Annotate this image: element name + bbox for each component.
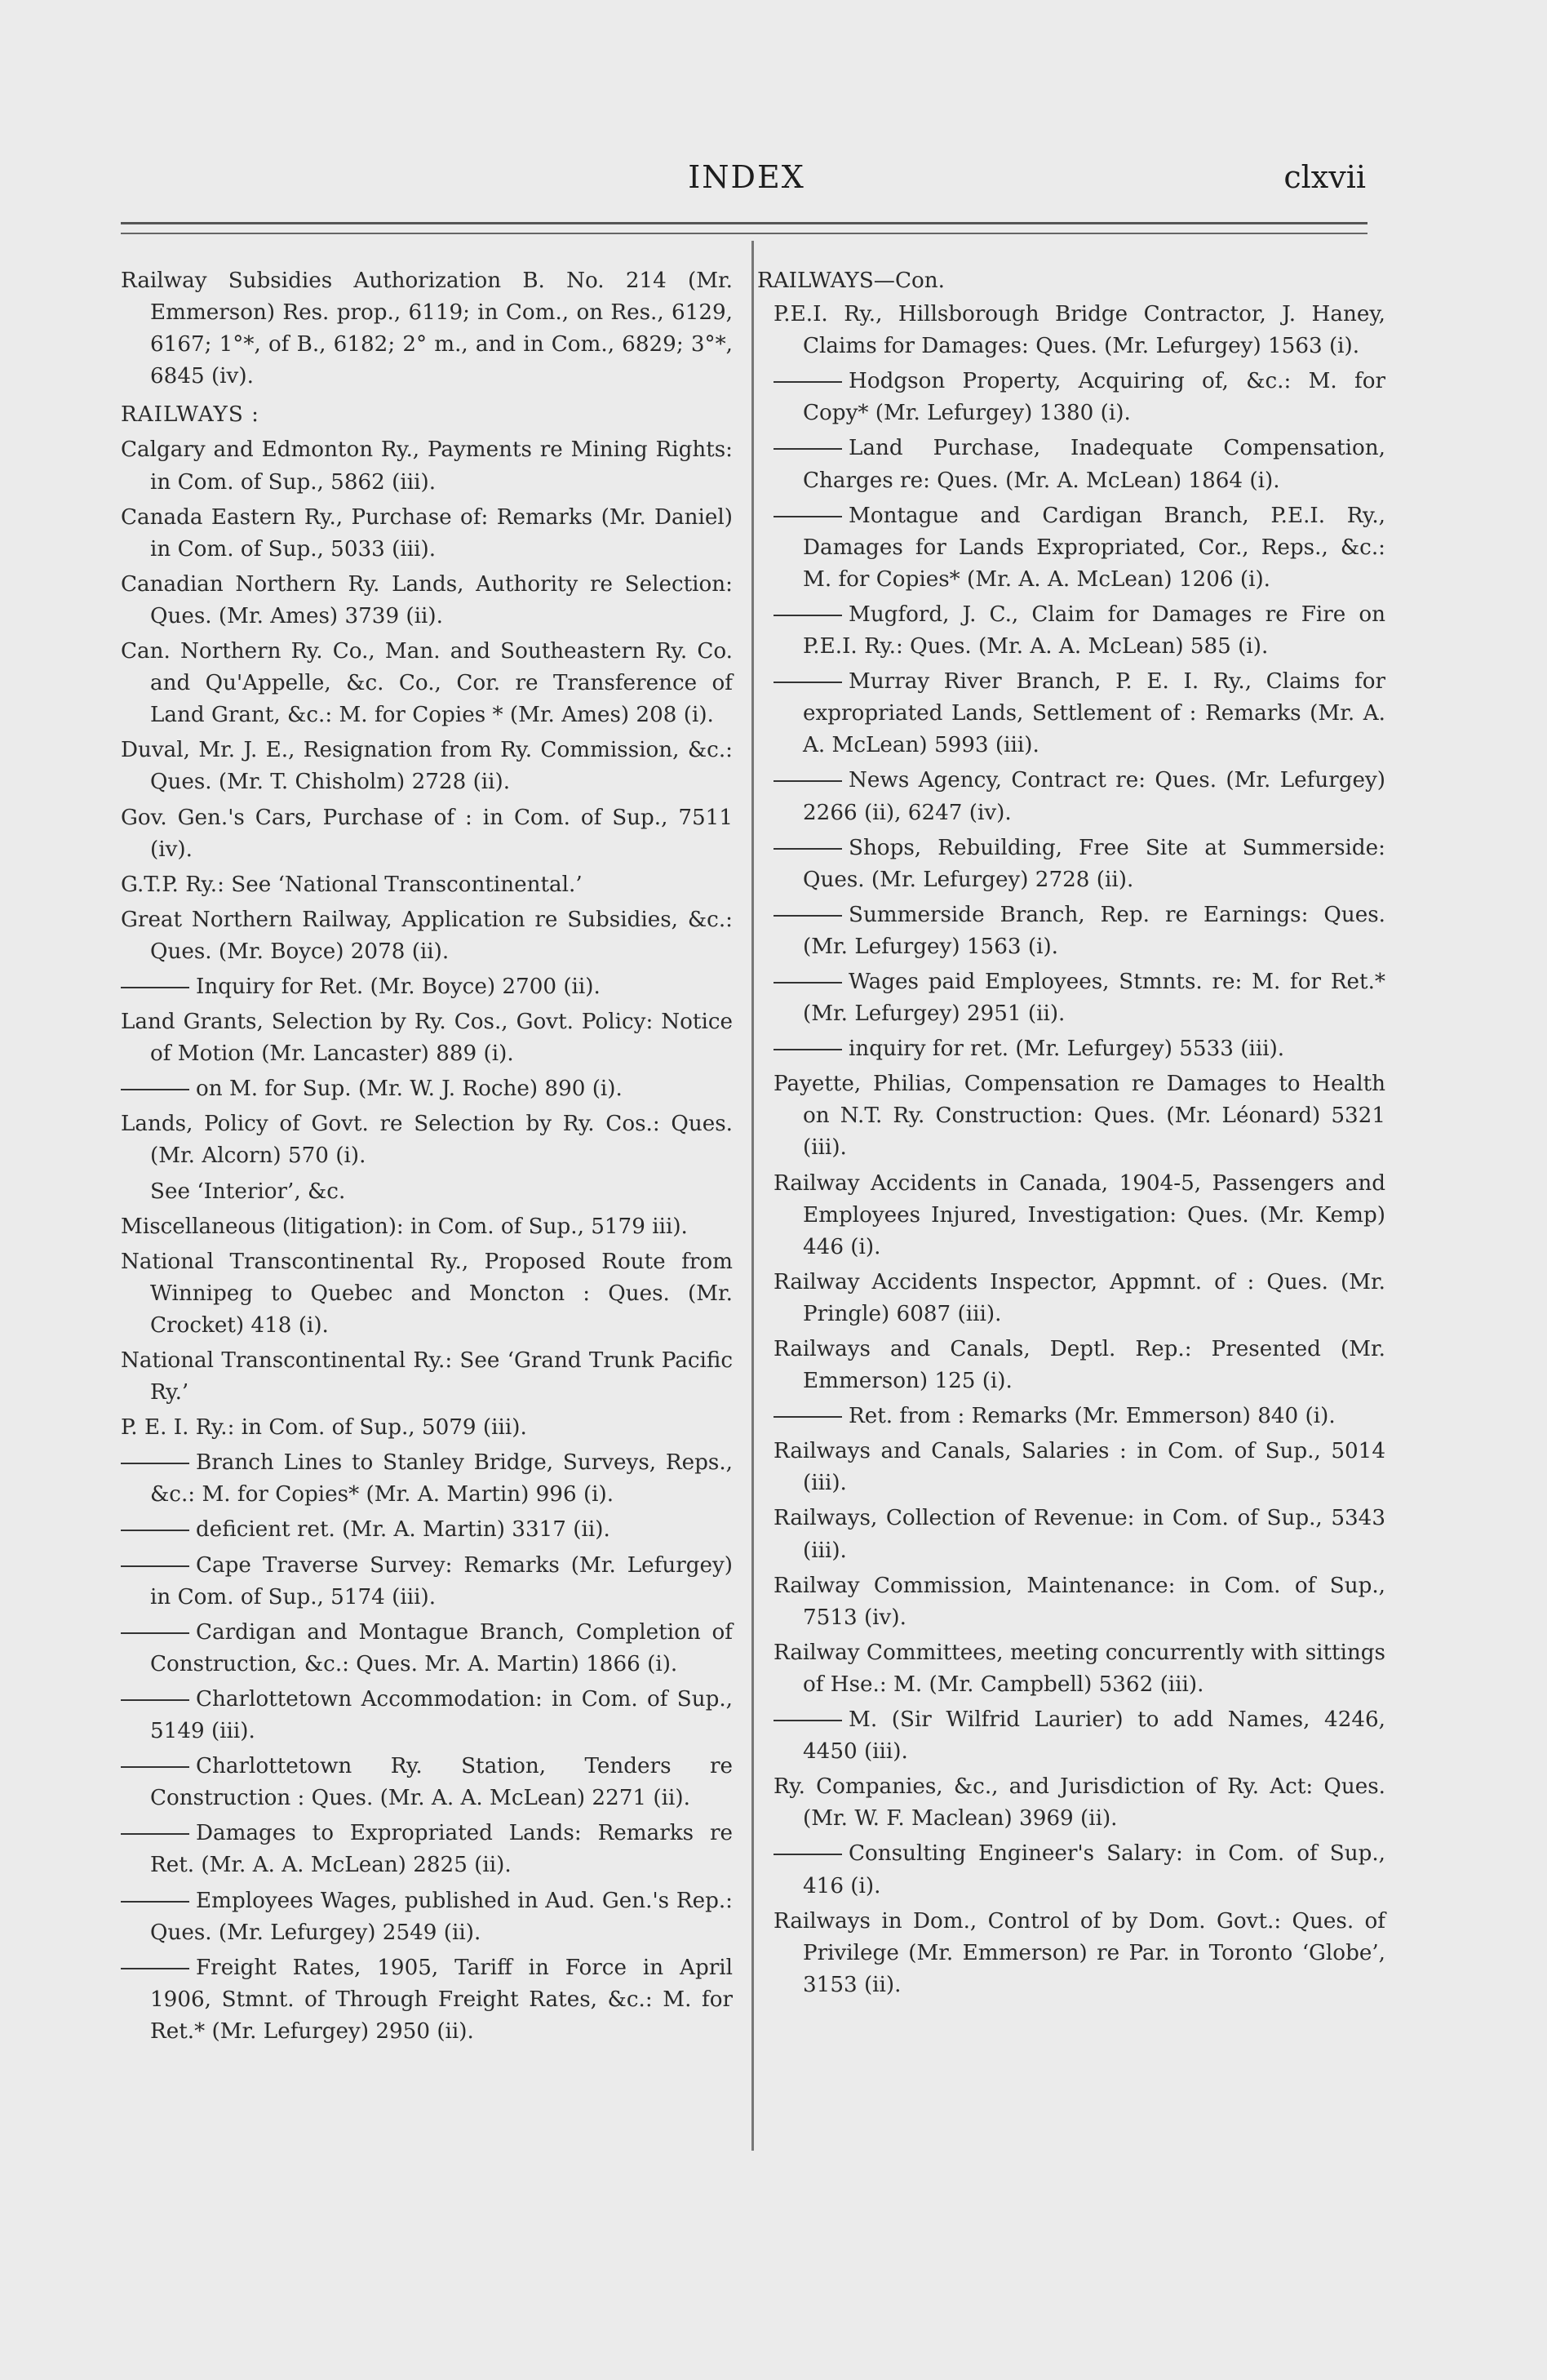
index-entry-text: Railway Accidents Inspector, Appmnt. of : Ques. (Mr. Pringle) 6087 (iii). <box>774 1269 1385 1326</box>
index-entry-text: Charlottetown Ry. Station, Tenders re Construction : Ques. (Mr. A. A. McLean) 2271 (ii). <box>150 1754 733 1811</box>
index-entry-text: Murray River Branch, P. E. I. Ry., Claims for expropriated Lands, Settlement of : Remarks (Mr. A. A. McLean) 5993 (iii). <box>803 669 1385 758</box>
repeat-dash <box>121 1530 189 1531</box>
index-entry <box>774 1068 1385 1164</box>
index-entry <box>121 1211 733 1243</box>
index-entry-text: G.T.P. Ry.: See ‘National Transcontinental.’ <box>121 872 583 897</box>
index-entry <box>774 1267 1385 1330</box>
index-entry <box>774 599 1385 663</box>
index-entry <box>774 433 1385 496</box>
index-entry-text: Great Northern Railway, Application re Subsidies, &c.: Ques. (Mr. Boyce) 2078 (ii). <box>121 907 733 964</box>
index-entry-text: See ‘Interior’, &c. <box>150 1179 346 1204</box>
index-entry-text: Railway Accidents in Canada, 1904-5, Passengers and Employees Injured, Investigation: Ques. (Mr. Kemp) 446 (i). <box>774 1170 1385 1259</box>
index-entry <box>121 1246 733 1342</box>
column-divider <box>751 241 754 2151</box>
section-heading: RAILWAYS : <box>121 402 259 428</box>
index-entry <box>774 1033 1385 1065</box>
repeat-dash <box>121 1766 189 1768</box>
index-entry <box>774 966 1385 1030</box>
index-entry <box>121 1885 733 1949</box>
repeat-dash <box>774 516 842 517</box>
index-entry <box>121 569 733 633</box>
repeat-dash <box>121 1463 189 1464</box>
index-entry-text: inquiry for ret. (Mr. Lefurgey) 5533 (iii). <box>849 1037 1285 1062</box>
repeat-dash <box>121 1833 189 1835</box>
index-entry <box>774 1704 1385 1768</box>
index-entry-text: P. E. I. Ry.: in Com. of Sup., 5079 (iii). <box>121 1415 527 1441</box>
index-entry <box>121 971 733 1003</box>
index-entry <box>121 502 733 566</box>
index-entry-text: Summerside Branch, Rep. re Earnings: Ques. (Mr. Lefurgey) 1563 (i). <box>803 902 1385 959</box>
index-entry-text: Damages to Expropriated Lands: Remarks re Ret. (Mr. A. A. McLean) 2825 (ii). <box>150 1821 733 1878</box>
index-entry <box>774 899 1385 963</box>
index-entry <box>774 366 1385 429</box>
index-entry-text: Shops, Rebuilding, Free Site at Summerside: Ques. (Mr. Lefurgey) 2728 (ii). <box>803 835 1385 892</box>
index-entry <box>121 1684 733 1747</box>
index-entry-text: Wages paid Employees, Stmnts. re: M. for Ret.* (Mr. Lefurgey) 2951 (ii). <box>803 969 1385 1027</box>
repeat-dash <box>774 1854 842 1855</box>
page-title: INDEX <box>688 159 805 195</box>
left-column <box>121 265 733 2051</box>
index-entry-text: Gov. Gen.'s Cars, Purchase of : in Com. of Sup., 7511 (iv). <box>121 805 733 862</box>
index-entry-text: Charlottetown Accommodation: in Com. of Sup., 5149 (iii). <box>150 1686 733 1744</box>
repeat-dash <box>121 1632 189 1634</box>
repeat-dash <box>121 1565 189 1567</box>
index-entry <box>121 869 733 901</box>
index-entry-text: on M. for Sup. (Mr. W. J. Roche) 890 (i). <box>196 1077 623 1102</box>
index-entry <box>774 1906 1385 2001</box>
index-entry-text: Calgary and Edmonton Ry., Payments re Mining Rights: in Com. of Sup., 5862 (iii). <box>121 437 733 495</box>
index-entry-text: Lands, Policy of Govt. re Selection by Ry. Cos.: Ques. (Mr. Alcorn) 570 (i). <box>121 1112 733 1169</box>
index-entry <box>121 735 733 798</box>
index-entry-text: M. (Sir Wilfrid Laurier) to add Names, 4246, 4450 (iii). <box>803 1707 1385 1765</box>
index-entry-text: Land Purchase, Inadequate Compensation, Charges re: Ques. (Mr. A. McLean) 1864 (i). <box>803 436 1385 493</box>
index-entry-text: Inquiry for Ret. (Mr. Boyce) 2700 (ii). <box>196 974 601 999</box>
repeat-dash <box>774 1049 842 1050</box>
index-entry-railway-subsidies: Railway Subsidies Authorization B. No. 214 (Mr. Emmerson) Res. prop., 6119; in Com., on Res., 6129, 6167; 1°*, of B., 6182; 2° m., and in Com., 6829; 3°*, 6845 (iv). <box>121 269 733 389</box>
index-entry-text: Railways and Canals, Salaries : in Com. of Sup., 5014 (iii). <box>774 1439 1385 1496</box>
repeat-dash <box>121 1968 189 1969</box>
repeat-dash <box>774 915 842 917</box>
index-entry-text: Consulting Engineer's Salary: in Com. of Sup., 416 (i). <box>803 1841 1385 1898</box>
index-entry <box>121 1751 733 1814</box>
index-entry-text: National Transcontinental Ry.: See ‘Grand Trunk Pacific Ry.’ <box>121 1348 733 1405</box>
index-entry <box>121 434 733 498</box>
repeat-dash <box>774 780 842 782</box>
repeat-dash <box>121 987 189 988</box>
continued-heading: RAILWAYS—Con. <box>757 269 945 293</box>
index-entry <box>121 1818 733 1881</box>
index-entry <box>150 1176 733 1208</box>
index-entry-text: Payette, Philias, Compensation re Damages to Health on N.T. Ry. Construction: Ques. (Mr. Léonard) 5321 (iii). <box>774 1072 1385 1161</box>
index-entry-text: Railway Committees, meeting concurrently with sittings of Hse.: M. (Mr. Campbell) 5362 (iii). <box>774 1640 1385 1697</box>
left-entry-list <box>121 434 733 2048</box>
index-entry <box>121 904 733 968</box>
index-entry <box>774 1334 1385 1397</box>
index-entry-text: News Agency, Contract re: Ques. (Mr. Lefurgey) 2266 (ii), 6247 (iv). <box>803 768 1385 825</box>
index-entry-text: Duval, Mr. J. E., Resignation from Ry. Commission, &c.: Ques. (Mr. T. Chisholm) 2728 (ii). <box>121 738 733 795</box>
index-entry-text: Railways in Dom., Control of by Dom. Govt.: Ques. of Privilege (Mr. Emmerson) re Par. in Toronto ‘Globe’, 3153 (ii). <box>774 1908 1385 1997</box>
index-entry-text: Railways and Canals, Deptl. Rep.: Presented (Mr. Emmerson) 125 (i). <box>774 1337 1385 1394</box>
index-entry-text: Railways, Collection of Revenue: in Com. of Sup., 5343 (iii). <box>774 1506 1385 1563</box>
index-entry-text: Hodgson Property, Acquiring of, &c.: M. for Copy* (Mr. Lefurgey) 1380 (i). <box>803 369 1385 426</box>
index-entry <box>774 1503 1385 1566</box>
index-entry-text: Cardigan and Montague Branch, Completion of Construction, &c.: Ques. Mr. A. Martin) 1866 (i). <box>150 1619 733 1676</box>
index-entry <box>774 1838 1385 1902</box>
index-entry-text: deficient ret. (Mr. A. Martin) 3317 (ii). <box>196 1517 610 1543</box>
index-entry <box>121 636 733 731</box>
index-entry-text: Mugford, J. C., Claim for Damages re Fire on P.E.I. Ry.: Ques. (Mr. A. A. McLean) 585 (i). <box>803 602 1385 659</box>
index-entry <box>121 1550 733 1614</box>
repeat-dash <box>121 1089 189 1090</box>
index-entry <box>121 1073 733 1105</box>
index-entry <box>774 1771 1385 1835</box>
index-entry-text: Miscellaneous (litigation): in Com. of Sup., 5179 iii). <box>121 1214 688 1239</box>
index-entry-text: National Transcontinental Ry., Proposed Route from Winnipeg to Quebec and Moncton : Ques. (Mr. Crocket) 418 (i). <box>121 1249 733 1338</box>
index-entry <box>774 299 1385 362</box>
page-header <box>122 159 1371 208</box>
repeat-dash <box>121 1699 189 1701</box>
repeat-dash <box>774 1416 842 1418</box>
index-entry <box>774 666 1385 762</box>
repeat-dash <box>774 448 842 450</box>
index-entry-text: Branch Lines to Stanley Bridge, Surveys, Reps., &c.: M. for Copies* (Mr. A. Martin) 996 (i). <box>150 1450 733 1507</box>
index-entry-text: Ry. Companies, &c., and Jurisdiction of Ry. Act: Ques. (Mr. W. F. Maclean) 3969 (ii). <box>774 1774 1385 1832</box>
index-entry-text: Can. Northern Ry. Co., Man. and Southeastern Ry. Co. and Qu'Appelle, &c. Co., Cor. re Transference of Land Grant, &c.: M. for Copies * (Mr. Ames) 208 (i). <box>121 639 733 728</box>
index-entry-text: Freight Rates, 1905, Tariff in Force in April 1906, Stmnt. of Through Freight Rates, &c.: M. for Ret.* (Mr. Lefurgey) 2950 (ii). <box>150 1955 733 2044</box>
index-entry <box>774 833 1385 896</box>
index-entry <box>121 802 733 866</box>
index-entry-text: Montague and Cardigan Branch, P.E.I. Ry., Damages for Lands Expropriated, Cor., Reps., &c.: M. for Copies* (Mr. A. A. McLean) 1206 (i). <box>803 503 1385 592</box>
index-entry <box>774 765 1385 828</box>
index-entry-text: Canadian Northern Ry. Lands, Authority re Selection: Ques. (Mr. Ames) 3739 (ii). <box>121 571 733 628</box>
right-entry-list <box>757 299 1385 2001</box>
index-entry <box>774 1401 1385 1432</box>
index-entry-text: Land Grants, Selection by Ry. Cos., Govt. Policy: Notice of Motion (Mr. Lancaster) 889 (i). <box>121 1010 733 1067</box>
index-entry-text: P.E.I. Ry., Hillsborough Bridge Contractor, J. Haney, Claims for Damages: Ques. (Mr. Lefurgey) 1563 (i). <box>774 302 1385 359</box>
index-entry-text: Employees Wages, published in Aud. Gen.'s Rep.: Ques. (Mr. Lefurgey) 2549 (ii). <box>150 1888 733 1945</box>
index-entry <box>774 1637 1385 1701</box>
header-rule-secondary <box>121 233 1367 234</box>
repeat-dash <box>121 1901 189 1903</box>
index-entry-text: Canada Eastern Ry., Purchase of: Remarks (Mr. Daniel) in Com. of Sup., 5033 (iii). <box>121 504 733 562</box>
index-entry <box>121 1108 733 1172</box>
index-entry <box>774 500 1385 596</box>
index-entry <box>774 1168 1385 1263</box>
index-entry <box>121 1952 733 2048</box>
index-entry <box>121 1345 733 1409</box>
index-entry <box>121 1412 733 1444</box>
index-entry <box>121 1447 733 1511</box>
repeat-dash <box>774 1720 842 1721</box>
index-entry-text: Cape Traverse Survey: Remarks (Mr. Lefurgey) in Com. of Sup., 5174 (iii). <box>150 1552 733 1610</box>
index-entry <box>774 1570 1385 1634</box>
repeat-dash <box>774 615 842 616</box>
index-entry <box>121 1617 733 1681</box>
repeat-dash <box>774 381 842 383</box>
right-column <box>757 265 1385 2005</box>
repeat-dash <box>774 982 842 984</box>
index-entry-text: Railway Commission, Maintenance: in Com. of Sup., 7513 (iv). <box>774 1573 1385 1630</box>
repeat-dash <box>774 848 842 850</box>
header-rule <box>121 222 1367 224</box>
repeat-dash <box>774 682 842 683</box>
index-entry <box>121 1514 733 1546</box>
index-entry-text: Ret. from : Remarks (Mr. Emmerson) 840 (i). <box>849 1404 1336 1429</box>
index-entry <box>121 1006 733 1070</box>
page-number: clxvii <box>1283 159 1366 195</box>
index-entry <box>774 1436 1385 1499</box>
